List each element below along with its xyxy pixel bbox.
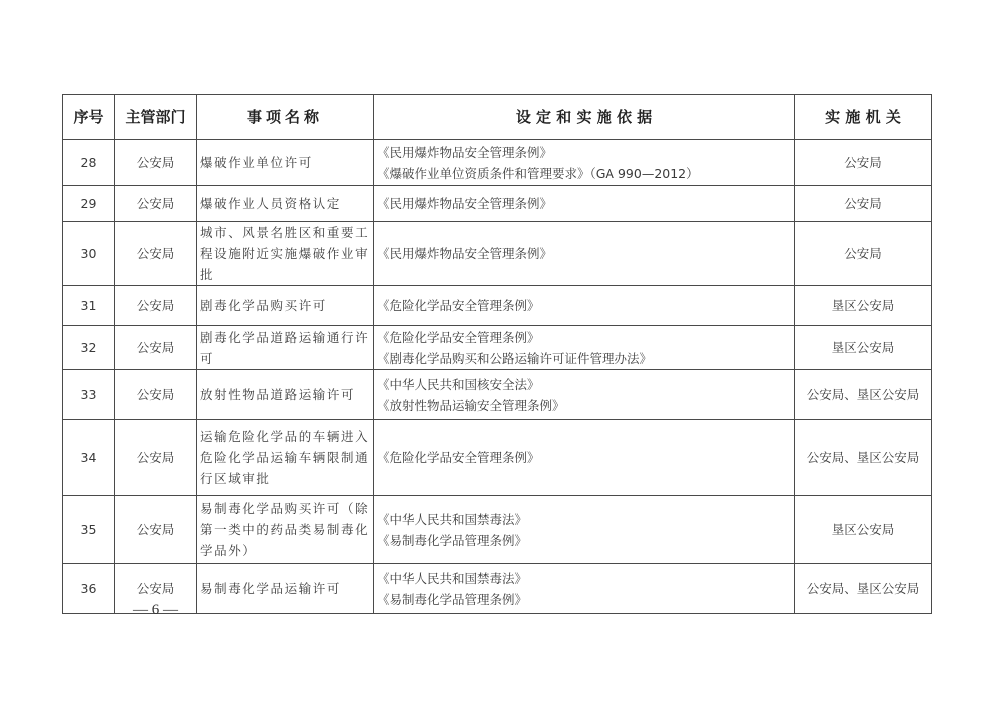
cell-seq: 34 xyxy=(63,420,115,496)
table-header-row xyxy=(63,95,932,140)
cell-item xyxy=(197,496,374,564)
cell-item xyxy=(197,140,374,186)
basis-line: 《中华人民共和国禁毒法》 xyxy=(377,511,528,527)
cell-item xyxy=(197,186,374,222)
table-row xyxy=(63,420,932,496)
header-dept: 主管部门 xyxy=(115,95,197,140)
item-name: 城市、风景名胜区和重要工程设施附近实施爆破作业审批 xyxy=(200,225,370,282)
page-number: — 6 — xyxy=(133,602,178,618)
table-row xyxy=(63,222,932,286)
cell-dept: 公安局 xyxy=(115,326,197,370)
cell-seq: 36 xyxy=(63,564,115,614)
table-row xyxy=(63,496,932,564)
cell-authority: 垦区公安局 xyxy=(795,326,932,370)
basis-line: 《危险化学品安全管理条例》 xyxy=(377,450,540,465)
cell-dept: 公安局 xyxy=(115,370,197,420)
item-name: 剧毒化学品道路运输通行许可 xyxy=(200,329,370,366)
cell-basis xyxy=(374,370,795,420)
table-row xyxy=(63,286,932,326)
cell-item xyxy=(197,326,374,370)
table-row xyxy=(63,186,932,222)
basis-line: 《放射性物品运输安全管理条例》 xyxy=(377,397,565,413)
cell-basis xyxy=(374,420,795,496)
cell-dept: 公安局 xyxy=(115,186,197,222)
cell-authority: 公安局、垦区公安局 xyxy=(795,564,932,614)
cell-item xyxy=(197,370,374,420)
cell-dept: 公安局 xyxy=(115,564,197,614)
cell-authority: 公安局、垦区公安局 xyxy=(795,370,932,420)
cell-authority: 公安局 xyxy=(795,186,932,222)
cell-seq: 33 xyxy=(63,370,115,420)
basis-line: 《爆破作业单位资质条件和管理要求》（GA 990—2012） xyxy=(377,165,699,181)
permit-table xyxy=(62,94,932,614)
cell-item xyxy=(197,420,374,496)
cell-basis xyxy=(374,140,795,186)
header-authority: 实 施 机 关 xyxy=(795,95,932,140)
item-name: 运输危险化学品的车辆进入危险化学品运输车辆限制通行区域审批 xyxy=(200,429,370,486)
header-item: 事项名称 xyxy=(197,95,374,140)
basis-line: 《危险化学品安全管理条例》 xyxy=(377,298,540,313)
item-name: 爆破作业单位许可 xyxy=(200,155,313,170)
basis-line: 《民用爆炸物品安全管理条例》 xyxy=(377,144,553,160)
table-body xyxy=(63,140,932,614)
table-row xyxy=(63,564,932,614)
item-name: 放射性物品道路运输许可 xyxy=(200,387,356,402)
item-name: 易制毒化学品购买许可（除第一类中的药品类易制毒化学品外） xyxy=(200,501,370,558)
cell-seq: 30 xyxy=(63,222,115,286)
cell-seq: 35 xyxy=(63,496,115,564)
basis-line: 《危险化学品安全管理条例》 xyxy=(377,329,540,345)
cell-basis xyxy=(374,564,795,614)
cell-item xyxy=(197,222,374,286)
cell-authority: 公安局 xyxy=(795,222,932,286)
basis-line: 《剧毒化学品购买和公路运输许可证件管理办法》 xyxy=(377,350,653,366)
cell-item xyxy=(197,564,374,614)
item-name: 爆破作业人员资格认定 xyxy=(200,196,342,211)
cell-authority: 垦区公安局 xyxy=(795,496,932,564)
table-row xyxy=(63,140,932,186)
cell-dept: 公安局 xyxy=(115,496,197,564)
cell-authority: 垦区公安局 xyxy=(795,286,932,326)
table-row xyxy=(63,370,932,420)
cell-dept: 公安局 xyxy=(115,420,197,496)
item-name: 易制毒化学品运输许可 xyxy=(200,581,342,596)
table-row xyxy=(63,326,932,370)
cell-seq: 31 xyxy=(63,286,115,326)
item-name: 剧毒化学品购买许可 xyxy=(200,298,327,313)
cell-authority: 公安局 xyxy=(795,140,932,186)
cell-seq: 28 xyxy=(63,140,115,186)
cell-basis xyxy=(374,496,795,564)
cell-basis xyxy=(374,222,795,286)
cell-basis xyxy=(374,186,795,222)
basis-line: 《易制毒化学品管理条例》 xyxy=(377,532,528,548)
cell-dept: 公安局 xyxy=(115,222,197,286)
cell-seq: 32 xyxy=(63,326,115,370)
basis-line: 《中华人民共和国核安全法》 xyxy=(377,376,540,392)
cell-dept: 公安局 xyxy=(115,286,197,326)
basis-line: 《民用爆炸物品安全管理条例》 xyxy=(377,196,553,211)
basis-line: 《民用爆炸物品安全管理条例》 xyxy=(377,246,553,261)
cell-basis xyxy=(374,326,795,370)
basis-line: 《易制毒化学品管理条例》 xyxy=(377,591,528,607)
header-basis: 设 定 和 实 施 依 据 xyxy=(374,95,795,140)
cell-dept: 公安局 xyxy=(115,140,197,186)
cell-basis xyxy=(374,286,795,326)
cell-authority: 公安局、垦区公安局 xyxy=(795,420,932,496)
header-seq: 序号 xyxy=(63,95,115,140)
basis-line: 《中华人民共和国禁毒法》 xyxy=(377,570,528,586)
cell-item xyxy=(197,286,374,326)
cell-seq: 29 xyxy=(63,186,115,222)
